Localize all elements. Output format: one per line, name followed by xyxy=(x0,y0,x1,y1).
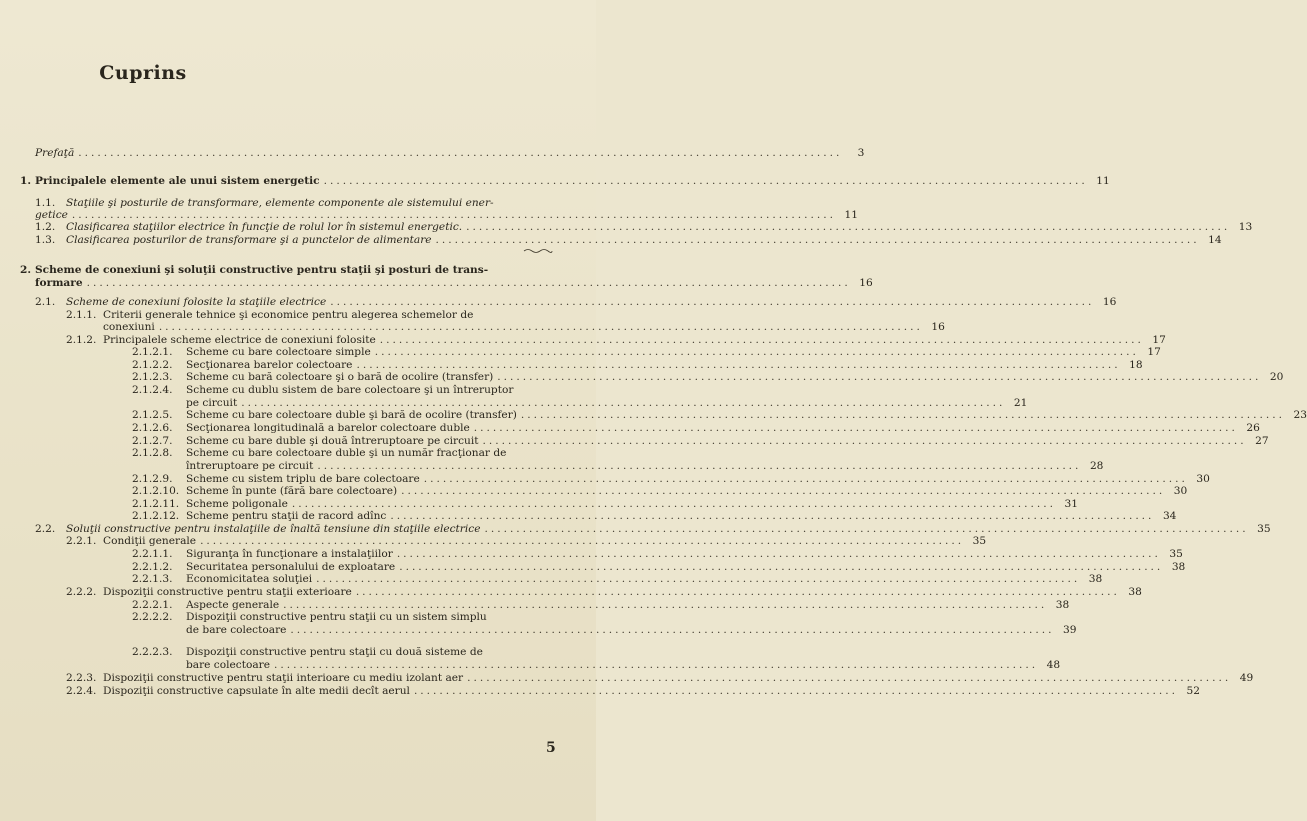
toc-dot-leader: ........................................................................................................................ xyxy=(158,321,923,333)
toc-entry-number: 1.3. xyxy=(35,234,56,246)
toc-dot-leader: ........................................................................................................................ xyxy=(484,523,1249,535)
toc-dot-leader: ........................................................................................................................ xyxy=(200,535,965,547)
toc-dot-leader: ........................................................................................................................ xyxy=(86,277,851,289)
toc-entry xyxy=(132,573,1103,585)
toc-entry-title: formare xyxy=(35,277,83,289)
toc-entry-number: 1. xyxy=(20,175,32,187)
toc-entry-page: 39 xyxy=(1063,624,1077,636)
toc-entry-number: 2.1.2.1. xyxy=(132,346,173,358)
toc-entry-number: 2.2.4. xyxy=(66,685,97,697)
toc-entry-page: 14 xyxy=(1208,234,1222,246)
toc-entry-page: 35 xyxy=(1169,548,1183,560)
toc-entry-title: Scheme cu bare colectoare duble şi bară de ocolire (transfer) xyxy=(186,409,517,421)
toc-entry-title: pe circuit xyxy=(186,397,238,409)
toc-entry xyxy=(35,197,557,209)
toc-dot-leader: ........................................................................................................................ xyxy=(78,147,843,159)
toc-entry-title: Dispoziţii constructive pentru staţii cu două sisteme de xyxy=(186,646,483,658)
toc-entry xyxy=(66,685,1201,697)
toc-entry-page: 38 xyxy=(1128,586,1142,598)
toc-entry xyxy=(132,646,557,658)
toc-entry-title: Clasificarea posturilor de transformare şi a punctelor de alimentare xyxy=(66,234,432,246)
toc-entry xyxy=(35,296,1117,308)
toc-entry-page: 30 xyxy=(1173,485,1188,497)
toc-entry-page: 27 xyxy=(1255,435,1269,447)
toc-entry-title: Scheme de conexiuni folosite la staţiile electrice xyxy=(66,296,327,308)
toc-dot-leader: ........................................................................................................................ xyxy=(374,346,1139,358)
toc-entry xyxy=(132,548,1183,560)
toc-entry-page: 23 xyxy=(1293,409,1307,421)
toc-dot-leader: ........................................................................................................................ xyxy=(71,209,836,221)
toc-entry xyxy=(35,209,858,221)
toc-entry xyxy=(132,611,557,623)
toc-entry-page: 48 xyxy=(1046,659,1061,671)
toc-entry xyxy=(132,371,1284,383)
toc-entry-title: Scheme cu bare duble şi două întreruptoare pe circuit xyxy=(186,435,479,447)
toc-entry-page: 17 xyxy=(1152,334,1166,346)
toc-entry-title: Scheme poligonale xyxy=(186,498,288,510)
toc-entry xyxy=(35,234,1222,246)
toc-dot-leader: ........................................................................................................................ xyxy=(399,561,1164,573)
toc-entry-title: Dispoziţii constructive pentru staţii cu un sistem simplu xyxy=(186,611,487,623)
toc-dot-leader: ........................................................................................................................ xyxy=(423,473,1188,485)
toc-entry-page: 52 xyxy=(1186,685,1201,697)
toc-entry-number: 2.1.2.5. xyxy=(132,409,173,421)
toc-dot-leader: ........................................................................................................................ xyxy=(316,573,1081,585)
toc-entry xyxy=(186,624,1077,636)
toc-entry-title: Economicitatea soluţiei xyxy=(186,573,313,585)
toc-entry xyxy=(35,277,873,289)
toc-entry-number: 2. xyxy=(20,264,32,276)
toc-entry-number: 2.2.3. xyxy=(66,672,97,684)
toc-entry-page: 20 xyxy=(1269,371,1284,383)
toc-entry-number: 2.1.2.9. xyxy=(132,473,173,485)
toc-entry-title: de bare colectoare xyxy=(186,624,287,636)
toc-entry-title: Scheme cu dublu sistem de bare colectoare şi un întreruptor xyxy=(186,384,514,396)
toc-entry-title: Prefaţă xyxy=(35,147,75,159)
toc-entry-title: Scheme în punte (fără bare colectoare) xyxy=(186,485,398,497)
toc-entry xyxy=(35,221,1253,233)
toc-entry xyxy=(132,384,557,396)
toc-entry-page: 16 xyxy=(859,277,873,289)
toc-dot-leader: ........................................................................................................................ xyxy=(283,599,1048,611)
toc-entry-title: Condiţii generale xyxy=(103,535,197,547)
toc-entry-title: Dispoziţii constructive capsulate în alte medii decît aerul xyxy=(103,685,410,697)
toc-entry xyxy=(66,334,1166,346)
toc-entry-number: 1.1. xyxy=(35,197,56,209)
toc-entry-title: Scheme de conexiuni şi soluţii constructive pentru staţii şi posturi de trans- xyxy=(35,264,489,276)
toc-entry-page: 17 xyxy=(1147,346,1161,358)
toc-entry-page: 11 xyxy=(1096,175,1110,187)
page-title: Cuprins xyxy=(99,62,187,84)
toc-dot-leader: ........................................................................................................................ xyxy=(467,672,1232,684)
toc-entry-page: 35 xyxy=(972,535,987,547)
toc-entry-page: 3 xyxy=(857,147,865,159)
toc-entry-page: 16 xyxy=(931,321,945,333)
toc-dot-leader: ........................................................................................................................ xyxy=(355,586,1120,598)
toc-entry xyxy=(103,321,945,333)
toc-entry xyxy=(186,397,1028,409)
toc-entry-page: 34 xyxy=(1162,510,1177,522)
toc-entry-title: conexiuni xyxy=(103,321,155,333)
toc-entry-number: 2.1.2.11. xyxy=(132,498,180,510)
toc-entry-number: 2.1.2.2. xyxy=(132,359,173,371)
toc-dot-leader: ........................................................................................................................ xyxy=(390,510,1155,522)
toc-entry-number: 2.2.1.1. xyxy=(132,548,173,560)
toc-entry-page: 11 xyxy=(844,209,858,221)
toc-entry-number: 2.2.2. xyxy=(66,586,97,598)
toc-entry-number: 2.2.2.1. xyxy=(132,599,173,611)
page-number: 5 xyxy=(546,740,556,756)
toc-entry-page: 38 xyxy=(1088,573,1103,585)
toc-entry xyxy=(186,659,1061,671)
toc-entry-title: Scheme cu bare colectoare simple xyxy=(186,346,371,358)
toc-entry-title: Scheme pentru staţii de racord adînc xyxy=(186,510,387,522)
toc-entry-title: bare colectoare xyxy=(186,659,270,671)
toc-entry-page: 38 xyxy=(1171,561,1186,573)
toc-dot-leader: ........................................................................................................................ xyxy=(482,435,1247,447)
toc-entry-number: 2.2.2.2. xyxy=(132,611,173,623)
toc-entry-page: 30 xyxy=(1196,473,1210,485)
toc-entry-page: 28 xyxy=(1089,460,1104,472)
toc-dot-leader: ........................................................................................................................ xyxy=(497,371,1262,383)
toc-entry-title: întreruptoare pe circuit xyxy=(186,460,314,472)
toc-dot-leader: ........................................................................................................................ xyxy=(413,685,1179,697)
toc-entry xyxy=(132,359,1143,371)
toc-entry-page: 21 xyxy=(1013,397,1028,409)
toc-entry-number: 2.2.1. xyxy=(66,535,97,547)
toc-entry-number: 2.1.2.10. xyxy=(132,485,180,497)
toc-dot-leader: ........................................................................................................................ xyxy=(241,397,1006,409)
toc-entry-title: Siguranţa în funcţionare a instalaţiilor xyxy=(186,548,393,560)
toc-entry xyxy=(66,586,1142,598)
toc-entry xyxy=(132,561,1186,573)
toc-entry-title: Criterii generale tehnice şi economice pentru alegerea schemelor de xyxy=(103,309,474,321)
toc-entry-number: 2.2.2.3. xyxy=(132,646,173,658)
toc-entry-number: 2.2. xyxy=(35,523,56,535)
toc-entry xyxy=(66,535,987,547)
toc-entry xyxy=(132,447,557,459)
toc-dot-leader: ........................................................................................................................ xyxy=(466,221,1231,233)
toc-entry-number: 2.1.2.6. xyxy=(132,422,173,434)
toc-entry-number: 2.2.1.2. xyxy=(132,561,173,573)
toc-entry xyxy=(132,346,1161,358)
toc-entry-page: 26 xyxy=(1246,422,1260,434)
toc-dot-leader: ........................................................................................................................ xyxy=(274,659,1039,671)
toc-entry-title: Dispoziţii constructive pentru staţii interioare cu mediu izolant aer xyxy=(103,672,464,684)
toc-entry-title: Clasificarea staţiilor electrice în funcţie de rolul lor în sistemul energetic. xyxy=(66,221,463,233)
toc-entry xyxy=(66,309,557,321)
toc-entry xyxy=(132,473,1210,485)
toc-entry-number: 2.1.2.4. xyxy=(132,384,173,396)
toc-dot-leader: ........................................................................................................................ xyxy=(323,175,1088,187)
toc-dot-leader: ........................................................................................................................ xyxy=(473,422,1238,434)
toc-entry xyxy=(132,435,1269,447)
toc-dot-leader: ........................................................................................................................ xyxy=(356,359,1121,371)
toc-dot-leader: ........................................................................................................................ xyxy=(291,498,1056,510)
toc-entry-title: Soluţii constructive pentru instalaţiile de înaltă tensiune din staţiile electrice xyxy=(66,523,481,535)
toc-entry-page: 16 xyxy=(1102,296,1117,308)
toc-entry-title: Principalele scheme electrice de conexiuni folosite xyxy=(103,334,376,346)
toc-entry xyxy=(35,147,865,159)
toc-entry xyxy=(132,409,1307,421)
toc-entry-number: 2.2.1.3. xyxy=(132,573,173,585)
toc-entry xyxy=(132,498,1078,510)
toc-entry xyxy=(66,672,1254,684)
toc-entry xyxy=(20,264,557,276)
toc-entry-number: 2.1.2.3. xyxy=(132,371,173,383)
toc-entry-title: getice xyxy=(35,209,68,221)
toc-entry-number: 2.1.2.8. xyxy=(132,447,173,459)
toc-entry-title: Scheme cu bare colectoare duble şi un număr fracţionar de xyxy=(186,447,507,459)
toc-dot-leader: ........................................................................................................................ xyxy=(435,234,1200,246)
toc-entry-title: Principalele elemente ale unui sistem energetic xyxy=(35,175,320,187)
toc-entry-page: 13 xyxy=(1238,221,1253,233)
toc-entry xyxy=(186,460,1104,472)
toc-dot-leader: ........................................................................................................................ xyxy=(317,460,1082,472)
toc-entry-title: Scheme cu bară colectoare şi o bară de ocolire (transfer) xyxy=(186,371,494,383)
toc-entry-number: 1.2. xyxy=(35,221,56,233)
toc-dot-leader: ........................................................................................................................ xyxy=(520,409,1285,421)
toc-entry xyxy=(35,523,1271,535)
toc-entry-page: 18 xyxy=(1129,359,1143,371)
toc-entry-page: 31 xyxy=(1064,498,1078,510)
toc-dot-leader: ........................................................................................................................ xyxy=(396,548,1161,560)
toc-entry-title: Secţionarea longitudinală a barelor colectoare duble xyxy=(186,422,470,434)
toc-entry-title: Secţionarea barelor colectoare xyxy=(186,359,353,371)
toc-entry-title: Securitatea personalului de exploatare xyxy=(186,561,396,573)
toc-dot-leader: ........................................................................................................................ xyxy=(290,624,1055,636)
toc-entry xyxy=(20,175,1110,187)
toc-entry xyxy=(132,485,1188,497)
toc-entry xyxy=(132,510,1177,522)
toc-entry xyxy=(132,422,1260,434)
toc-dot-leader: ........................................................................................................................ xyxy=(401,485,1166,497)
toc-entry-number: 2.1.2.7. xyxy=(132,435,173,447)
toc-entry-page: 35 xyxy=(1257,523,1271,535)
toc-dot-leader: ........................................................................................................................ xyxy=(379,334,1144,346)
toc-entry-page: 49 xyxy=(1239,672,1254,684)
toc-entry-title: Scheme cu sistem triplu de bare colectoare xyxy=(186,473,420,485)
toc-entry-number: 2.1.1. xyxy=(66,309,97,321)
toc-entry-page: 38 xyxy=(1055,599,1070,611)
toc-entry-title: Aspecte generale xyxy=(186,599,280,611)
toc-entry-title: Staţiile şi posturile de transformare, elemente componente ale sistemului ener- xyxy=(66,197,494,209)
toc-entry xyxy=(132,599,1070,611)
toc-entry-number: 2.1. xyxy=(35,296,56,308)
underline-mark xyxy=(523,248,553,254)
toc-entry-number: 2.1.2. xyxy=(66,334,97,346)
toc-entry-title: Dispoziţii constructive pentru staţii exterioare xyxy=(103,586,352,598)
toc-entry-number: 2.1.2.12. xyxy=(132,510,180,522)
toc-dot-leader: ........................................................................................................................ xyxy=(330,296,1095,308)
